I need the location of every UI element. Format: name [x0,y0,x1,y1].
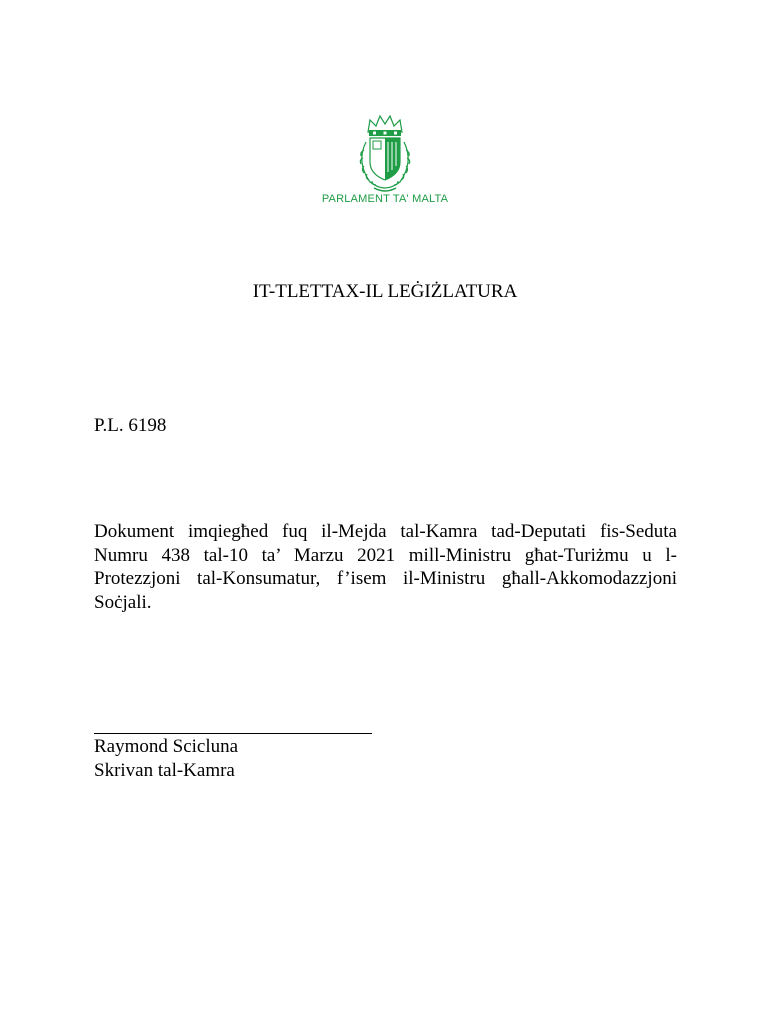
signatory-name: Raymond Scicluna [94,736,239,757]
paper-laid-number: P.L. 6198 [94,415,167,436]
legislature-title: IT-TLETTAX-IL LEĠIŻLATURA [252,281,518,302]
organization-name: PARLAMENT TA' MALTA [321,193,449,205]
signatory-role: Skrivan tal-Kamra [94,759,235,781]
signatory-block [94,735,238,782]
document-description: Dokument imqiegħed fuq il-Mejda tal-Kamra tad-Deputati fis-Seduta Numru 438 tal-10 ta’ Marzu 2021 mill-Ministru għat-Turiżmu u l-Protezzjoni tal-Konsumatur, f’isem il-Ministru għall-Akkomodazzjoni Soċjali. [94,521,677,613]
parliament-emblem-icon [346,112,424,194]
signature-line [94,733,372,734]
